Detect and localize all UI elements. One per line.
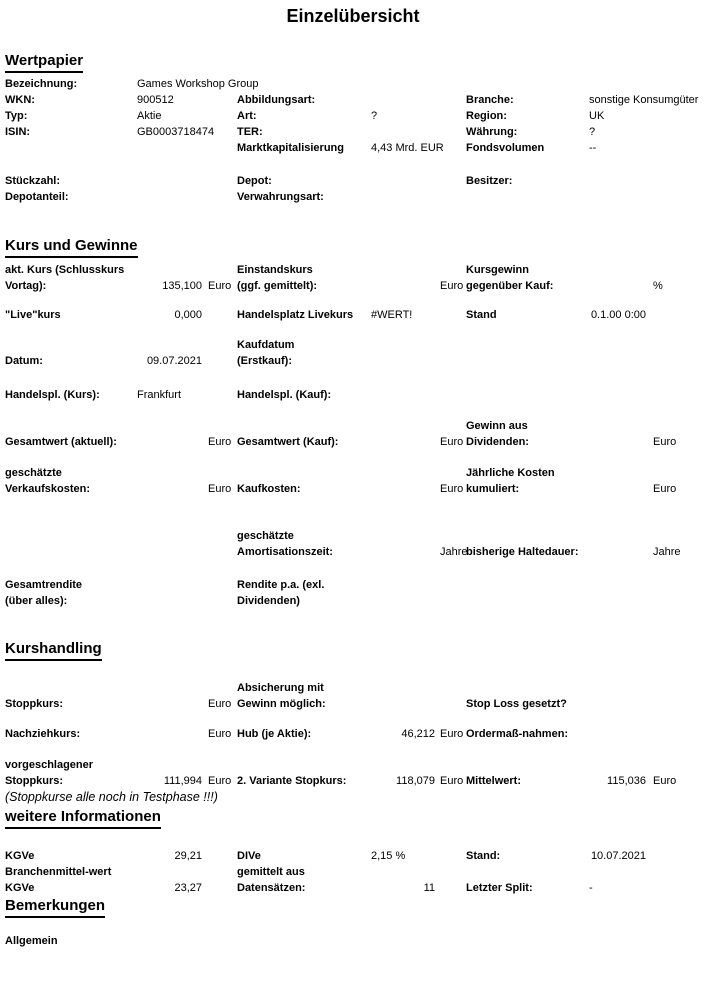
euro-unit: Euro: [440, 775, 464, 787]
euro-unit: Euro: [440, 483, 464, 495]
2-variante-stopkurs-label: 2. Variante Stopkurs:: [237, 775, 347, 787]
nachziehkurs-label: Nachziehkurs:: [5, 728, 81, 740]
branchenmittel-wert-label: Branchenmittel-wert: [5, 866, 112, 878]
field-row: [5, 189, 706, 205]
euro-unit: Euro: [440, 728, 464, 740]
field-row: [5, 337, 706, 353]
field-row: [5, 92, 706, 108]
aktie-value: Aktie: [137, 110, 162, 122]
branche-label: Branche:: [466, 94, 514, 106]
euro-unit: Euro: [440, 280, 464, 292]
field-row: [5, 173, 706, 189]
kaufdatum-label: Kaufdatum: [237, 339, 295, 351]
section-kurshandling: [5, 640, 706, 805]
absicherung-mit-label: Absicherung mit: [237, 682, 324, 694]
cell-value: ?: [589, 126, 596, 138]
900512-value: 900512: [137, 94, 174, 106]
field-row: [5, 262, 706, 278]
euro-unit: Euro: [208, 436, 232, 448]
stand-label: Stand: [466, 309, 497, 321]
section-heading-kurs-und-gewinne: Kurs und Gewinne: [5, 237, 138, 258]
gewinn-moeglich-label: Gewinn möglich:: [237, 698, 326, 710]
euro-unit: Euro: [653, 775, 677, 787]
wkn-label: WKN:: [5, 94, 35, 106]
einstandskurs-label: Einstandskurs: [237, 264, 313, 276]
akt-kurs-schlusskurs-label: akt. Kurs (Schlusskurs: [5, 264, 125, 276]
field-row: [5, 680, 706, 696]
section-heading-wrap: [5, 808, 706, 829]
mittelwert-label: Mittelwert:: [466, 775, 521, 787]
rendite-p-a-exl-label: Rendite p.a. (exl.: [237, 579, 325, 591]
vortag-label: Vortag):: [5, 280, 47, 292]
23-27-num: 23,27: [174, 882, 202, 894]
29-21-num: 29,21: [174, 850, 202, 862]
field-row: [5, 577, 706, 593]
dive-label: DIVe: [237, 850, 261, 862]
0-1-00-0-00-num: 0.1.00 0:00: [590, 309, 646, 321]
stoppkurse-alle-noch-in-testphase-note: (Stoppkurse alle noch in Testphase !!!): [5, 790, 218, 804]
field-row: [5, 773, 706, 789]
geschaetzte-label: geschätzte: [237, 530, 294, 542]
uk-value: UK: [589, 110, 605, 122]
stand-label: Stand:: [466, 850, 501, 862]
field-row: [5, 76, 706, 92]
euro-unit: Euro: [653, 436, 677, 448]
cell-value: ?: [371, 110, 378, 122]
euro-unit: Euro: [440, 436, 464, 448]
cell-value: --: [589, 142, 597, 154]
datensaetzen-label: Datensätzen:: [237, 882, 306, 894]
field-row: [5, 593, 706, 609]
111-994-num: 111,994: [163, 775, 202, 787]
letzter-split-label: Letzter Split:: [466, 882, 533, 894]
section-bemerkungen: [5, 897, 706, 949]
euro-unit: Euro: [208, 280, 232, 292]
ueber-alles-label: (über alles):: [5, 595, 68, 607]
section-kurs-und-gewinne: [5, 237, 706, 609]
4-43-mrd-eur-value: 4,43 Mrd. EUR: [371, 142, 444, 154]
section-weitere-informationen: [5, 808, 706, 896]
jahre-unit: Jahre: [440, 546, 468, 558]
region-label: Region:: [466, 110, 507, 122]
gegenueber-kauf-label: gegenüber Kauf:: [466, 280, 554, 292]
ggf-gemittelt-label: (ggf. gemittelt):: [237, 280, 318, 292]
games-workshop-group-value: Games Workshop Group: [137, 78, 259, 90]
fondsvolumen-label: Fondsvolumen: [466, 142, 545, 154]
field-row: [5, 353, 706, 369]
isin-label: ISIN:: [5, 126, 31, 138]
stop-loss-gesetzt-label: Stop Loss gesetzt?: [466, 698, 567, 710]
frankfurt-value: Frankfurt: [137, 389, 182, 401]
field-row: [5, 789, 706, 805]
marktkapitalisierung-label: Marktkapitalisierung: [237, 142, 344, 154]
09-07-2021-num: 09.07.2021: [146, 355, 202, 367]
kgve-label: KGVe: [5, 850, 35, 862]
gesamtwert-kauf-label: Gesamtwert (Kauf):: [237, 436, 339, 448]
11-num: 11: [423, 882, 435, 894]
field-row: [5, 387, 706, 403]
cell-value: -: [589, 882, 593, 894]
amortisationszeit-label: Amortisationszeit:: [237, 546, 333, 558]
allgemein-label: Allgemein: [5, 935, 58, 947]
euro-unit: Euro: [653, 483, 677, 495]
10-07-2021-num: 10.07.2021: [590, 850, 646, 862]
erstkauf-label: (Erstkauf):: [237, 355, 293, 367]
field-row: [5, 418, 706, 434]
waehrung-label: Währung:: [466, 126, 518, 138]
gesamtwert-aktuell-label: Gesamtwert (aktuell):: [5, 436, 117, 448]
field-row: [5, 848, 706, 864]
kursgewinn-label: Kursgewinn: [466, 264, 529, 276]
field-row: [5, 757, 706, 773]
datum-label: Datum:: [5, 355, 43, 367]
bisherige-haltedauer-label: bisherige Haltedauer:: [466, 546, 579, 558]
handelspl-kurs-label: Handelspl. (Kurs):: [5, 389, 100, 401]
field-row: [5, 108, 706, 124]
field-row: [5, 307, 706, 323]
section-heading-bemerkungen: Bemerkungen: [5, 897, 105, 918]
euro-unit: Euro: [208, 698, 232, 710]
gemittelt-aus-label: gemittelt aus: [237, 866, 305, 878]
vorgeschlagener-label: vorgeschlagener: [5, 759, 94, 771]
abbildungsart-label: Abbildungsart:: [237, 94, 316, 106]
dividenden-label: Dividenden): [237, 595, 300, 607]
field-row: [5, 278, 706, 294]
jaehrliche-kosten-label: Jährliche Kosten: [466, 467, 555, 479]
46-212-num: 46,212: [401, 728, 435, 740]
field-row: [5, 864, 706, 880]
field-row: [5, 481, 706, 497]
besitzer-label: Besitzer:: [466, 175, 513, 187]
gesamtrendite-label: Gesamtrendite: [5, 579, 83, 591]
hub-je-aktie-label: Hub (je Aktie):: [237, 728, 312, 740]
section-rows-bemerkungen: [5, 933, 706, 949]
section-wertpapier: [5, 52, 706, 205]
sonstige-konsumgueter-value: sonstige Konsumgüter: [589, 94, 699, 106]
field-row: [5, 140, 706, 156]
typ-label: Typ:: [5, 110, 28, 122]
stoppkurs-label: Stoppkurs:: [5, 775, 64, 787]
euro-unit: Euro: [208, 728, 232, 740]
field-row: [5, 434, 706, 450]
cell-unit: %: [653, 280, 663, 292]
2-15-value: 2,15 %: [371, 850, 406, 862]
section-heading-kurshandling: Kurshandling: [5, 640, 102, 661]
wert-value: #WERT!: [371, 309, 413, 321]
geschaetzte-label: geschätzte: [5, 467, 62, 479]
kumuliert-label: kumuliert:: [466, 483, 520, 495]
verwahrungsart-label: Verwahrungsart:: [237, 191, 324, 203]
0-000-num: 0,000: [174, 309, 202, 321]
stueckzahl-label: Stückzahl:: [5, 175, 61, 187]
handelsplatz-livekurs-label: Handelsplatz Livekurs: [237, 309, 354, 321]
euro-unit: Euro: [208, 483, 232, 495]
section-rows-weitere-informationen: [5, 848, 706, 896]
bezeichnung-label: Bezeichnung:: [5, 78, 78, 90]
135-100-num: 135,100: [162, 280, 202, 292]
field-row: [5, 726, 706, 742]
jahre-unit: Jahre: [653, 546, 681, 558]
field-row: [5, 528, 706, 544]
section-rows-kurshandling: [5, 680, 706, 805]
115-036-num: 115,036: [607, 775, 646, 787]
handelspl-kauf-label: Handelspl. (Kauf):: [237, 389, 332, 401]
stoppkurs-label: Stoppkurs:: [5, 698, 64, 710]
euro-unit: Euro: [208, 775, 232, 787]
field-row: [5, 465, 706, 481]
section-rows-wertpapier: [5, 76, 706, 205]
field-row: [5, 933, 706, 949]
field-row: [5, 880, 706, 896]
gewinn-aus-label: Gewinn aus: [466, 420, 528, 432]
depotanteil-label: Depotanteil:: [5, 191, 69, 203]
section-heading-weitere-informationen: weitere Informationen: [5, 808, 161, 829]
ter-label: TER:: [237, 126, 263, 138]
118-079-num: 118,079: [396, 775, 435, 787]
kaufkosten-label: Kaufkosten:: [237, 483, 301, 495]
section-heading-wrap: [5, 640, 706, 661]
field-row: [5, 544, 706, 560]
live-kurs-label: "Live"kurs: [5, 309, 61, 321]
art-label: Art:: [237, 110, 257, 122]
verkaufskosten-label: Verkaufskosten:: [5, 483, 90, 495]
depot-label: Depot:: [237, 175, 272, 187]
dividenden-label: Dividenden:: [466, 436, 529, 448]
ordermass-nahmen-label: Ordermaß-nahmen:: [466, 728, 569, 740]
section-heading-wrap: [5, 897, 706, 918]
page-title: Einzelübersicht: [286, 6, 420, 26]
section-heading-wrap: [5, 237, 706, 258]
section-heading-wrap: [5, 52, 706, 73]
section-rows-kurs-und-gewinne: [5, 262, 706, 609]
gb0003718474-value: GB0003718474: [137, 126, 215, 138]
kgve-label: KGVe: [5, 882, 35, 894]
field-row: [5, 696, 706, 712]
field-row: [5, 124, 706, 140]
section-heading-wertpapier: Wertpapier: [5, 52, 83, 73]
